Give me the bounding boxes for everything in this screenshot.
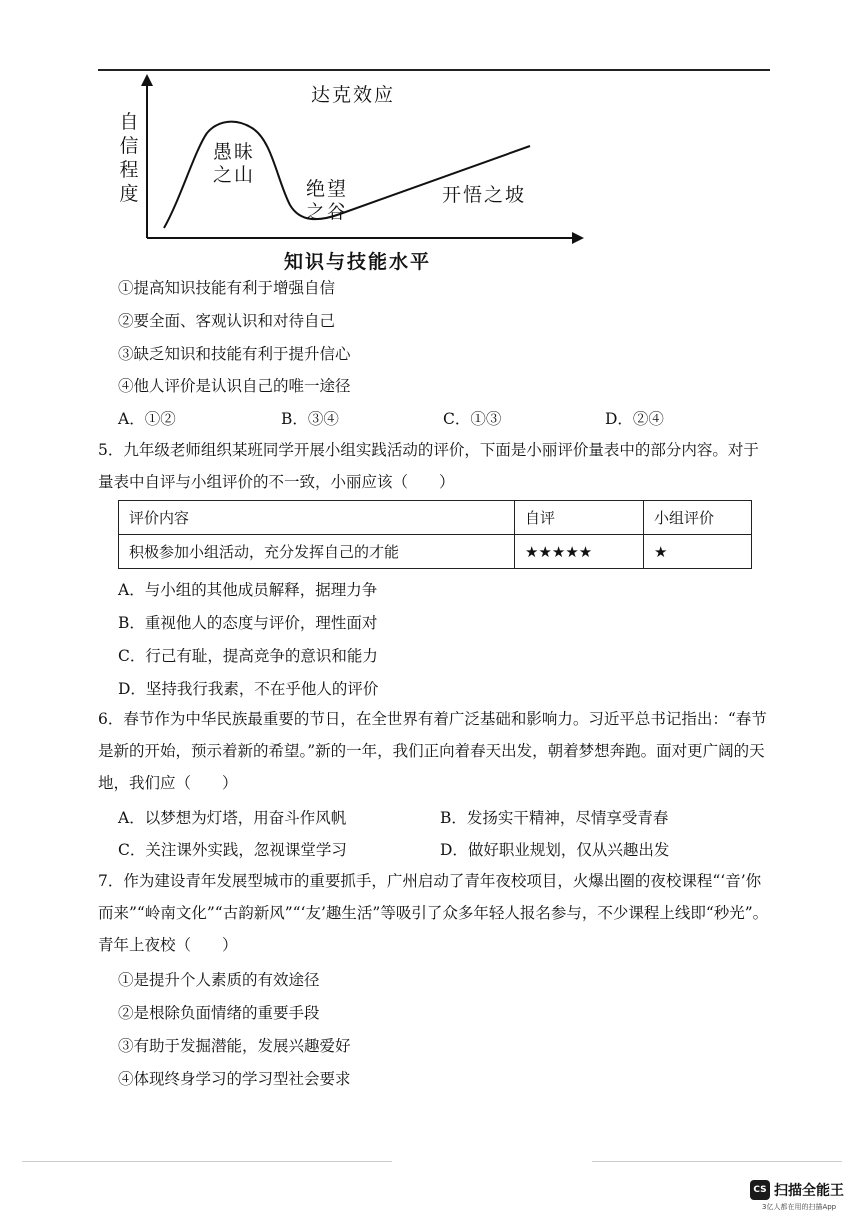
table-cell-self-stars: ★★★★★ — [515, 535, 644, 569]
q4-choice-b[interactable]: B．③④ — [281, 410, 339, 428]
camscanner-logo-icon: CS — [750, 1180, 770, 1200]
y-axis-label: 自信程度 — [119, 111, 141, 205]
table-header-content: 评价内容 — [119, 501, 515, 535]
figure-title: 达克效应 — [311, 84, 396, 106]
watermark-app-name: 扫描全能王 — [774, 1183, 844, 1199]
valley-label-line2: 之谷 — [306, 201, 349, 223]
q6-stem: 6．春节作为中华民族最重要的节日，在全世界有着广泛基础和影响力。习近平总书记指出：“春节是新的开始，预示着新的希望。”新的一年，我们正向着春天出发，朝着梦想奔跑。面对更广阔的天地，我们应（ ） — [98, 710, 767, 792]
table-row — [119, 535, 752, 569]
peak-label-line2: 之山 — [213, 164, 256, 186]
q7-stem: 7．作为建设青年发展型城市的重要抓手，广州启动了青年夜校项目，火爆出圈的夜校课程“‘音’你而来”“岭南文化”“古韵新风”“‘友’趣生活”等吸引了众多年轻人报名参与，不少课程上线即“秒光”。青年上夜校（ ） — [98, 872, 769, 954]
evaluation-table — [118, 500, 752, 569]
q4-choice-a[interactable]: A．①② — [118, 410, 176, 428]
q4-statement-3: ③缺乏知识和技能有利于提升信心 — [118, 345, 351, 363]
watermark-tagline: 3亿人都在用的扫描App — [762, 1203, 837, 1211]
q6-choice-b[interactable]: B．发扬实干精神，尽情享受青春 — [440, 809, 669, 827]
q4-statement-1: ①提高知识技能有利于增强自信 — [118, 279, 336, 297]
q6-choice-c[interactable]: C．关注课外实践，忽视课堂学习 — [118, 841, 347, 859]
q4-statement-2: ②要全面、客观认识和对待自己 — [118, 312, 336, 330]
q7-statement-3: ③有助于发掘潜能，发展兴趣爱好 — [118, 1037, 351, 1055]
q6-choice-d[interactable]: D．做好职业规划，仅从兴趣出发 — [440, 841, 670, 859]
q5-choice-b[interactable]: B．重视他人的态度与评价，理性面对 — [118, 614, 378, 632]
q7-statement-1: ①是提升个人素质的有效途径 — [118, 971, 320, 989]
table-header-self: 自评 — [515, 501, 644, 535]
q5-choice-d[interactable]: D．坚持我行我素，不在乎他人的评价 — [118, 680, 379, 698]
q4-choice-c[interactable]: C．①③ — [443, 410, 502, 428]
table-header-row — [119, 501, 752, 535]
table-header-group: 小组评价 — [644, 501, 752, 535]
footer-rule-left — [22, 1161, 392, 1162]
q5-choice-c[interactable]: C．行己有耻，提高竞争的意识和能力 — [118, 647, 378, 665]
table-cell-group-stars: ★ — [644, 535, 752, 569]
slope-label: 开悟之坡 — [442, 184, 527, 206]
q7-statement-2: ②是根除负面情绪的重要手段 — [118, 1004, 320, 1022]
table-cell-content: 积极参加小组活动，充分发挥自己的才能 — [119, 535, 515, 569]
q4-statement-4: ④他人评价是认识自己的唯一途径 — [118, 377, 351, 395]
q5-stem: 5．九年级老师组织某班同学开展小组实践活动的评价，下面是小丽评价量表中的部分内容。对于量表中自评与小组评价的不一致，小丽应该（ ） — [98, 441, 759, 491]
q6-choice-a[interactable]: A．以梦想为灯塔，用奋斗作风帆 — [118, 809, 347, 827]
q7-statement-4: ④体现终身学习的学习型社会要求 — [118, 1070, 351, 1088]
q4-choice-d[interactable]: D．②④ — [605, 410, 664, 428]
x-axis-label: 知识与技能水平 — [284, 251, 432, 273]
footer-rule-right — [592, 1161, 842, 1162]
q5-choice-a[interactable]: A．与小组的其他成员解释，据理力争 — [118, 581, 378, 599]
peak-label-line1: 愚昧 — [213, 141, 256, 163]
valley-label-line1: 绝望 — [306, 178, 349, 200]
